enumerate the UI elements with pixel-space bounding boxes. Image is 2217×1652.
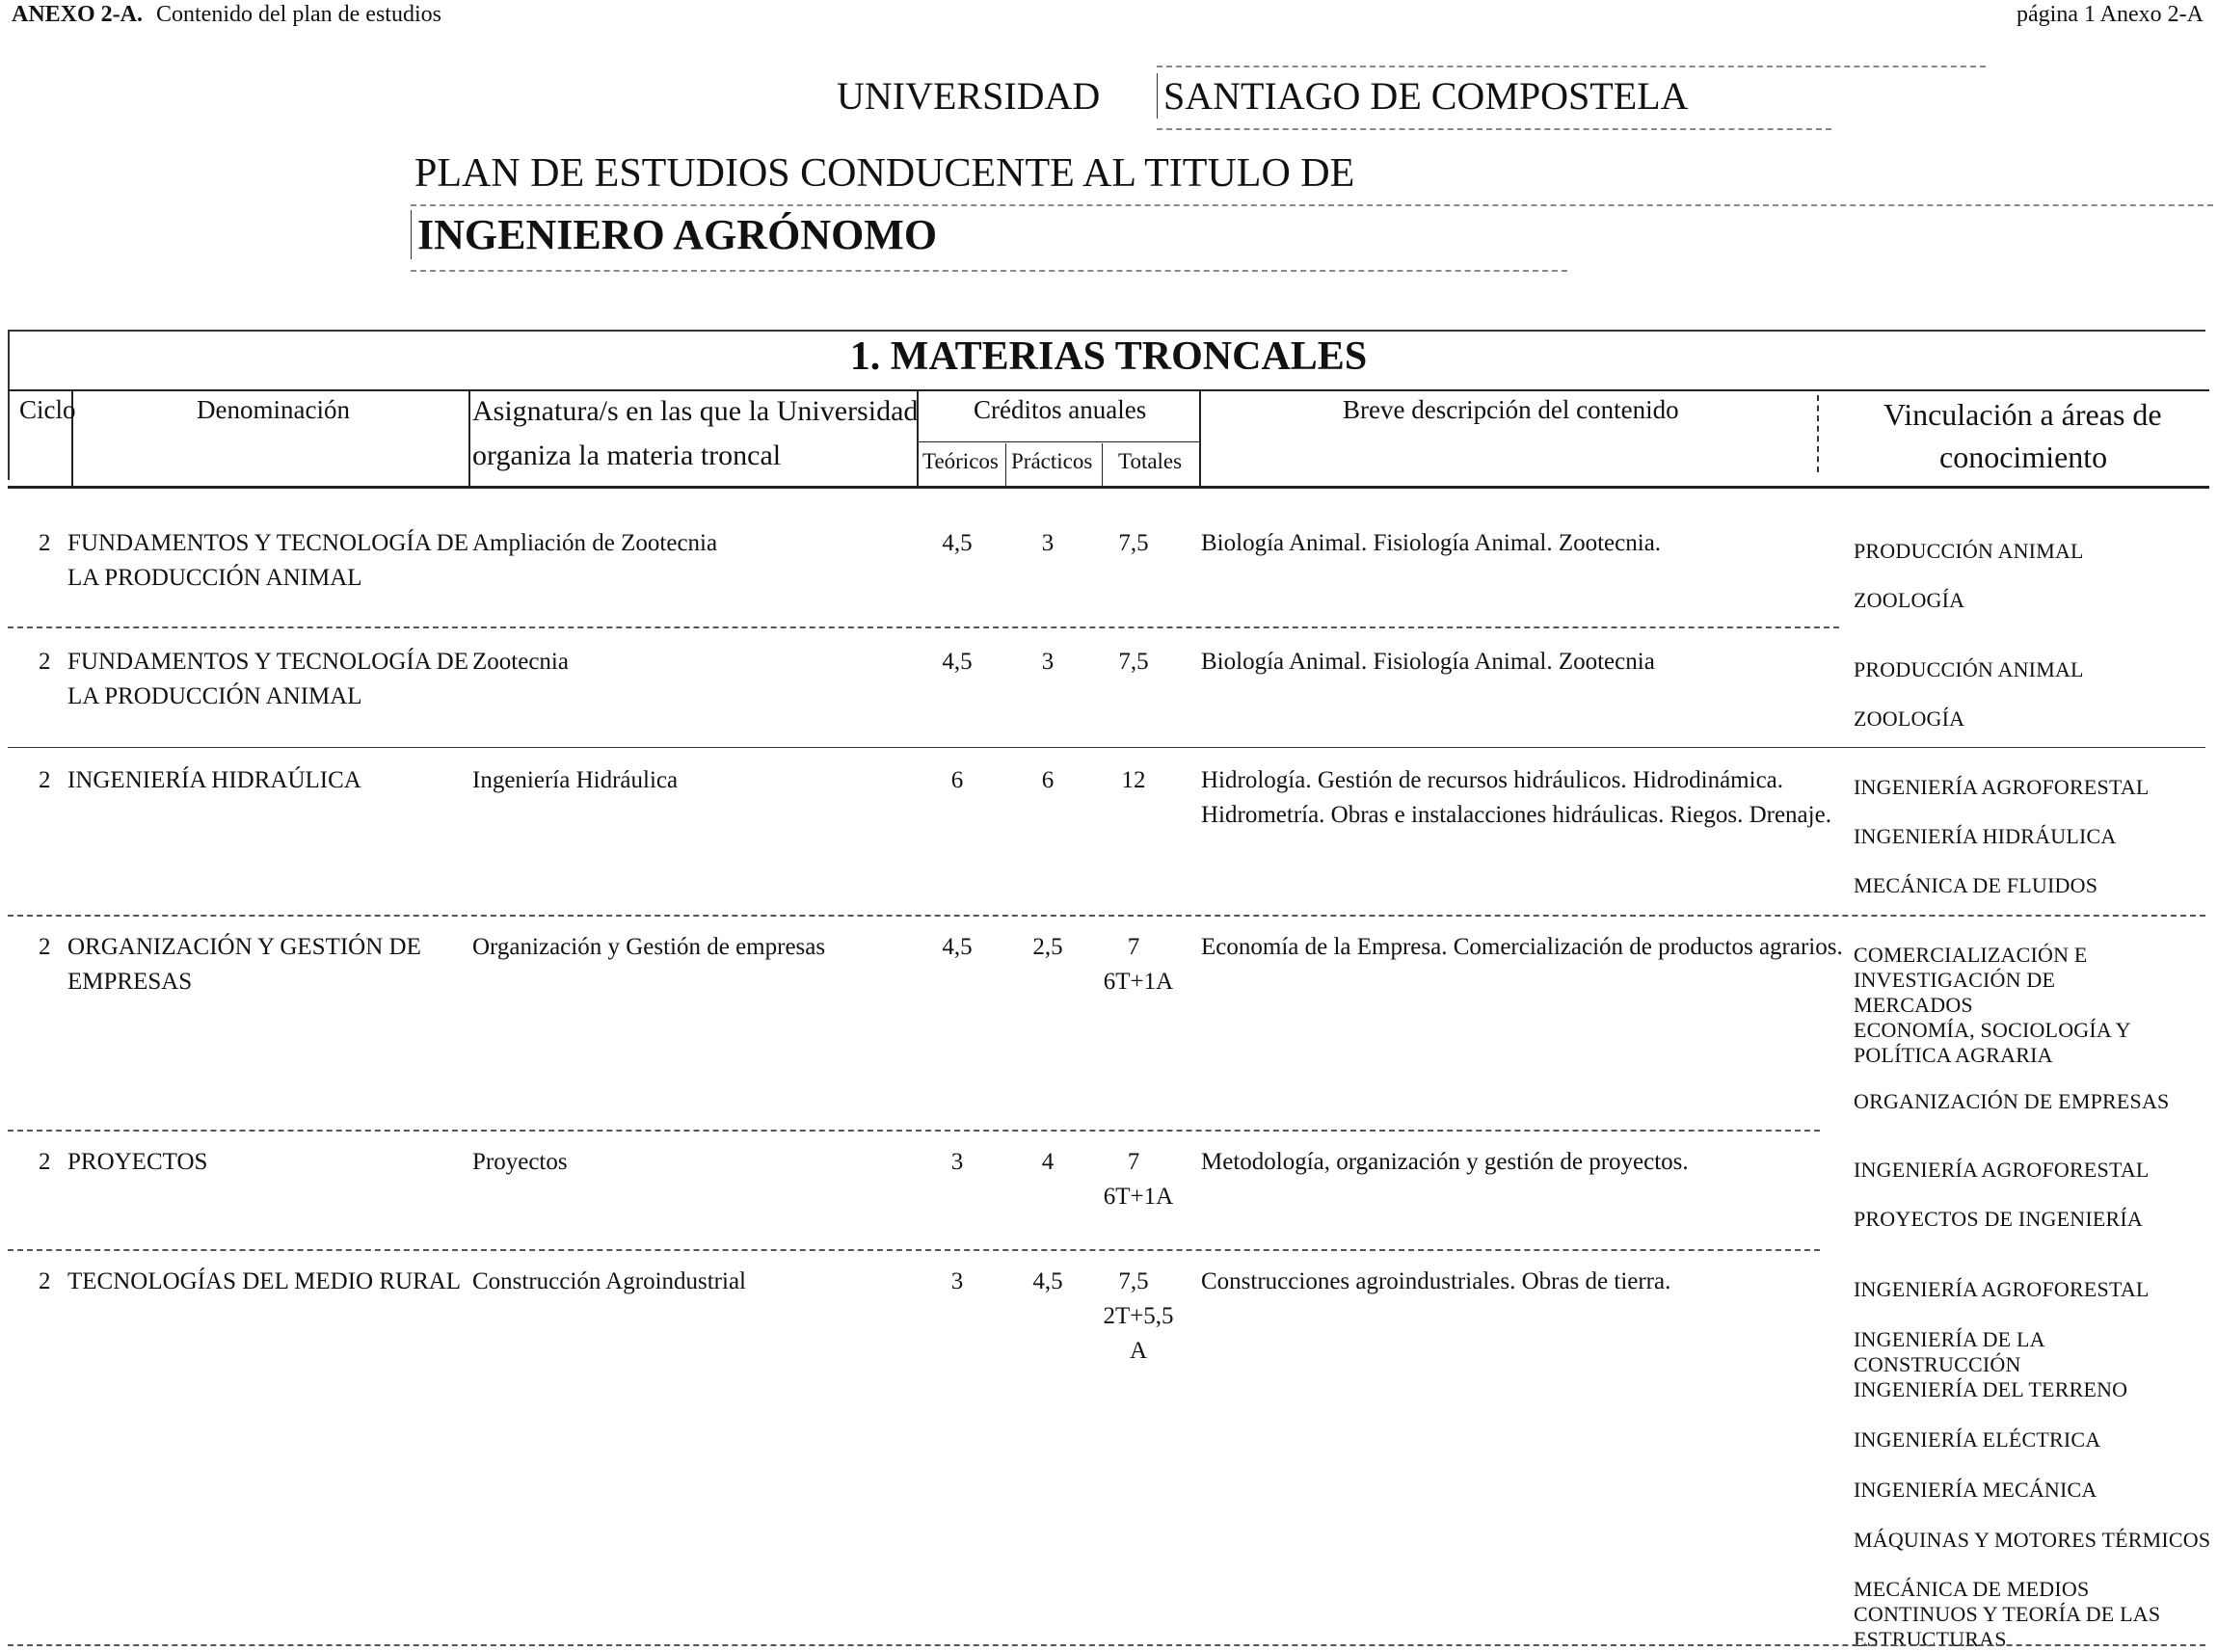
section-box-top [8,330,2205,332]
cell-teoricos: 3 [950,1268,964,1294]
cell-totales-split: 2T+5,5 [1103,1303,1174,1329]
col-divider-practicos [1102,443,1103,486]
cell-area: ECONOMÍA, SOCIOLOGÍA Y POLÍTICA AGRARIA [1854,1018,2130,1067]
annex-header [12,2,441,28]
header-totales: Totales [1118,449,1183,473]
row-separator [8,626,1839,628]
header-practicos: Prácticos [1011,449,1093,473]
cell-practicos: 4,5 [1032,1268,1063,1294]
cell-denominacion: FUNDAMENTOS Y TECNOLOGÍA DE [67,649,468,675]
cell-area: INGENIERÍA AGROFORESTAL [1854,1158,2150,1182]
cell-asignatura: Proyectos [472,1149,568,1175]
cell-teoricos: 3 [950,1149,964,1175]
cell-ciclo: 2 [39,767,51,793]
cell-totales-split: 6T+1A [1103,1184,1174,1210]
cell-practicos: 4 [1041,1149,1055,1175]
cell-denominacion: FUNDAMENTOS Y TECNOLOGÍA DE [67,530,468,556]
annex-label: ANEXO 2-A. [12,2,143,27]
cell-ciclo: 2 [39,934,51,960]
cell-teoricos: 4,5 [942,934,973,960]
cell-area: INGENIERÍA ELÉCTRICA [1854,1427,2101,1452]
cell-area: INGENIERÍA AGROFORESTAL [1854,1277,2150,1301]
row-separator [8,915,2205,917]
cell-ciclo: 2 [39,530,51,556]
cell-area: COMERCIALIZACIÓN E INVESTIGACIÓN DE MERCADOS [1854,943,2088,1017]
page-label: página 1 Anexo 2-A [2017,2,2204,27]
header-vinculacion-line1: Vinculación a áreas de [1883,397,2162,432]
cell-denominacion: ORGANIZACIÓN Y GESTIÓN DE [67,934,421,960]
row-separator [8,1249,1820,1251]
cell-ciclo: 2 [39,649,51,675]
cell-totales: 7 [1127,934,1140,960]
header-descripcion: Breve descripción del contenido [1343,395,1679,424]
university-name: SANTIAGO DE COMPOSTELA [1157,73,1688,119]
header-creditos: Créditos anuales [974,395,1147,424]
cell-descripcion-cont: Hidrometría. Obras e instalacciones hidráulicas. Riegos. Drenaje. [1201,802,1831,828]
cell-descripcion: Hidrología. Gestión de recursos hidráulicos. Hidrodinámica. [1201,767,1784,793]
degree-box-top-rule [411,204,2213,206]
cell-practicos: 2,5 [1032,934,1063,960]
university-label: UNIVERSIDAD [837,74,1101,118]
cell-totales: 7,5 [1118,1268,1149,1294]
cell-area: INGENIERÍA DE LA CONSTRUCCIÓN [1854,1327,2044,1376]
cell-denominacion-cont: LA PRODUCCIÓN ANIMAL [67,683,362,709]
cell-area: MÁQUINAS Y MOTORES TÉRMICOS [1854,1528,2211,1552]
cell-descripcion: Construcciones agroindustriales. Obras de tierra. [1201,1268,1671,1294]
cell-asignatura: Ingeniería Hidráulica [472,767,679,793]
section-title: 1. MATERIAS TRONCALES [849,334,1368,379]
cell-area: PRODUCCIÓN ANIMAL [1854,657,2084,681]
header-asignaturas-line1: Asignatura/s en las que la Universidad [472,395,919,427]
header-ciclo: Ciclo [19,395,76,424]
header-denominacion: Denominación [197,395,350,424]
header-asignaturas-line2: organiza la materia troncal [472,440,782,471]
header-teoricos: Teóricos [922,449,999,473]
col-divider-creditos [1199,389,1201,486]
cell-ciclo: 2 [39,1149,51,1175]
cell-asignatura: Construcción Agroindustrial [472,1268,746,1294]
university-box-top-rule [1157,66,1986,67]
cell-denominacion: INGENIERÍA HIDRAÚLICA [67,767,361,793]
cell-asignatura: Organización y Gestión de empresas [472,934,826,960]
cell-teoricos: 6 [950,767,964,793]
cell-area: PROYECTOS DE INGENIERÍA [1854,1207,2143,1231]
cell-descripcion: Metodología, organización y gestión de proyectos. [1201,1149,1689,1175]
cell-area: MECÁNICA DE FLUIDOS [1854,873,2098,897]
cell-descripcion: Biología Animal. Fisiología Animal. Zootecnia [1201,649,1655,675]
cell-area: INGENIERÍA AGROFORESTAL [1854,775,2150,799]
col-divider-denominacion [468,389,470,486]
plan-label: PLAN DE ESTUDIOS CONDUCENTE AL TITULO DE [414,151,1355,196]
cell-descripcion: Economía de la Empresa. Comercialización de productos agrarios. [1201,934,1843,960]
col-divider-teoricos [1005,443,1006,486]
creditos-subheader-rule [917,441,1199,442]
cell-practicos: 3 [1041,530,1055,556]
cell-totales-split-cont: A [1129,1338,1148,1364]
annex-title: Contenido del plan de estudios [156,2,441,27]
degree-title: INGENIERO AGRÓNOMO [411,210,937,259]
cell-area: INGENIERÍA MECÁNICA [1854,1478,2097,1502]
university-box-bottom-rule [1157,128,1831,130]
cell-asignatura: Zootecnia [472,649,569,675]
cell-totales-split: 6T+1A [1103,969,1174,995]
col-divider-descripcion [1817,395,1819,472]
cell-practicos: 3 [1041,649,1055,675]
row-separator [8,747,2205,748]
row-separator [8,1130,1820,1132]
cell-denominacion-cont: LA PRODUCCIÓN ANIMAL [67,565,362,591]
cell-area: ORGANIZACIÓN DE EMPRESAS [1854,1089,2170,1113]
cell-area: ZOOLOGÍA [1854,706,1965,731]
cell-denominacion: PROYECTOS [67,1149,208,1175]
degree-box-bottom-rule [411,270,1567,272]
cell-totales: 12 [1121,767,1146,793]
cell-teoricos: 4,5 [942,649,973,675]
cell-denominacion: TECNOLOGÍAS DEL MEDIO RURAL [67,1268,462,1294]
page-bottom-rule [8,1644,2205,1646]
cell-teoricos: 4,5 [942,530,973,556]
cell-area: ZOOLOGÍA [1854,588,1965,612]
cell-descripcion: Biología Animal. Fisiología Animal. Zootecnia. [1201,530,1662,556]
table-header-top-rule [8,389,2209,391]
cell-totales: 7,5 [1118,530,1149,556]
cell-denominacion-cont: EMPRESAS [67,969,193,995]
header-vinculacion-line2: conocimiento [1939,440,2108,474]
cell-totales: 7 [1127,1149,1140,1175]
cell-area: PRODUCCIÓN ANIMAL [1854,539,2084,563]
cell-area: INGENIERÍA HIDRÁULICA [1854,824,2117,848]
cell-area: INGENIERÍA DEL TERRENO [1854,1377,2128,1401]
cell-asignatura: Ampliación de Zootecnia [472,530,718,556]
cell-area: MECÁNICA DE MEDIOS CONTINUOS Y TEORÍA DE LAS ESTRUCTURAS [1854,1577,2161,1651]
cell-totales: 7,5 [1118,649,1149,675]
cell-practicos: 6 [1041,767,1055,793]
cell-ciclo: 2 [39,1268,51,1294]
table-header-bottom-rule [8,486,2209,489]
